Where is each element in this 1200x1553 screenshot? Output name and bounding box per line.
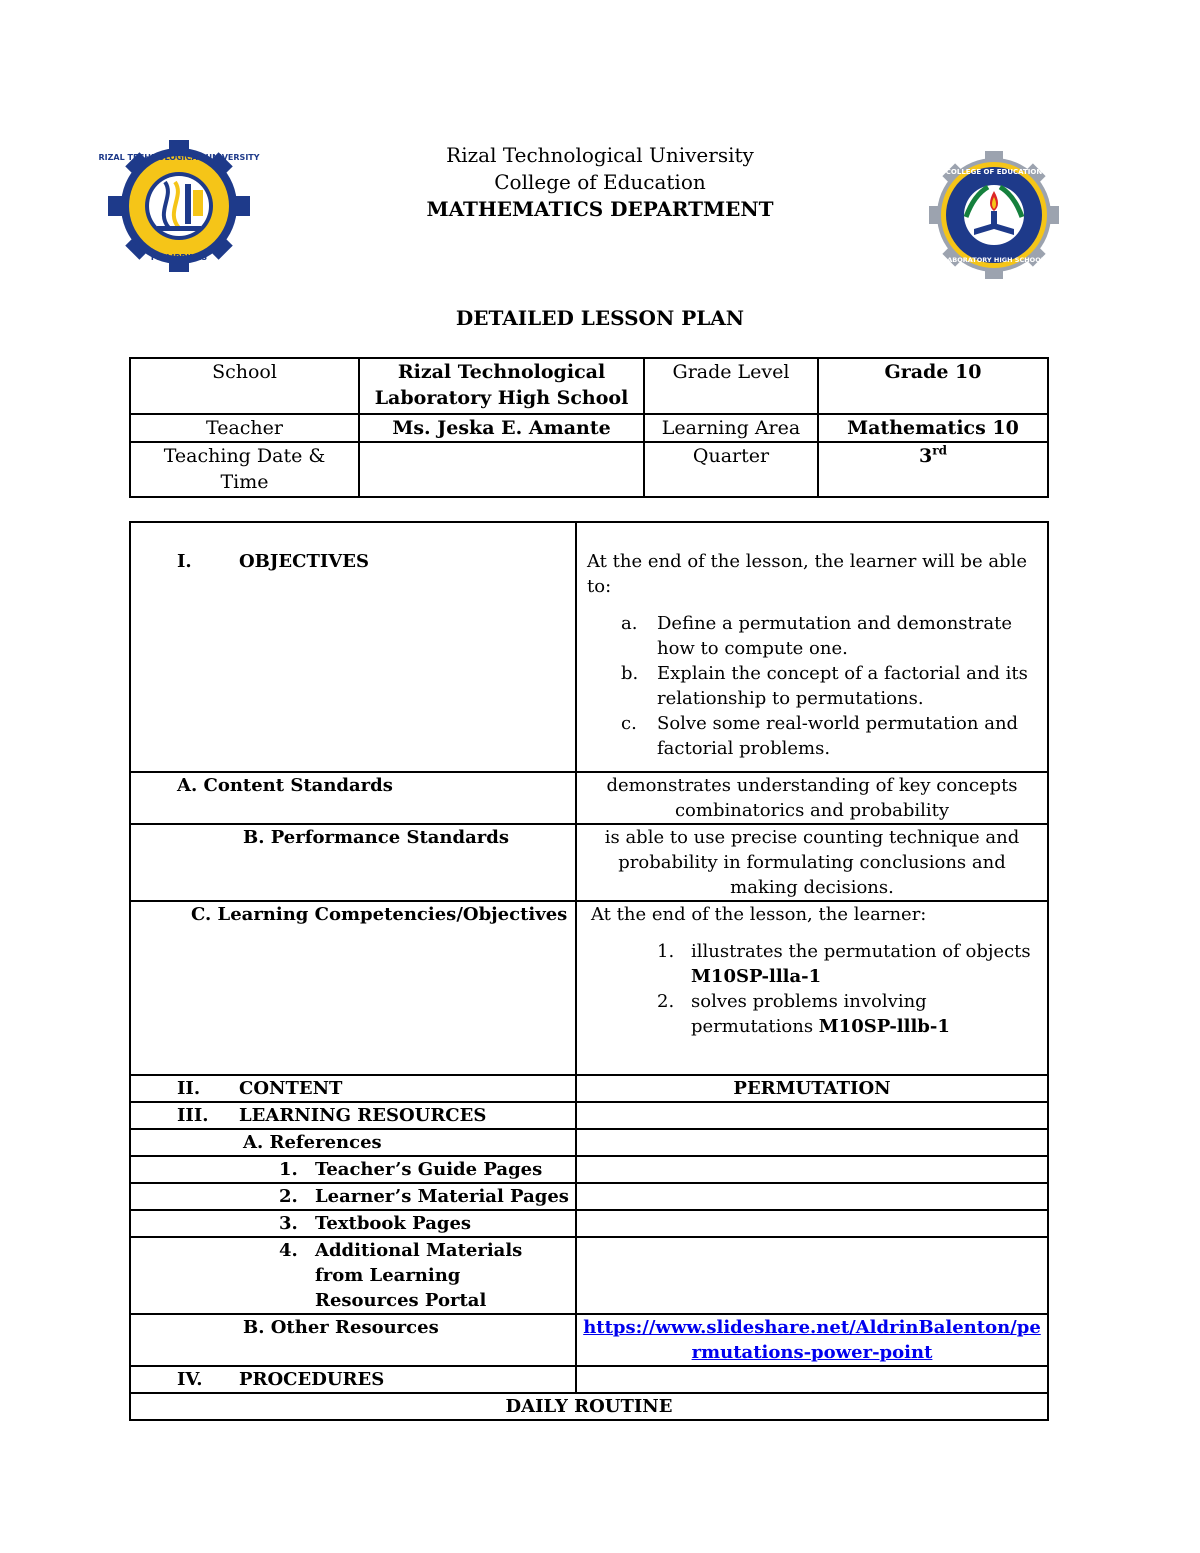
list-marker: b.	[621, 663, 639, 684]
reference-label-cell	[130, 1156, 576, 1183]
info-row-date	[130, 442, 1048, 497]
reference-row	[130, 1237, 1048, 1314]
competencies-row	[130, 901, 1048, 1075]
logo-left-text-top: RIZAL TECHNOLOGICAL UNIVERSITY	[98, 153, 260, 162]
info-row-teacher	[130, 414, 1048, 442]
learning-area-value: Mathematics 10	[818, 414, 1048, 442]
resources-number: III.	[177, 1105, 209, 1126]
reference-label-cell	[130, 1210, 576, 1237]
competencies-list	[591, 939, 1041, 1039]
reference-number: 1.	[279, 1159, 298, 1180]
procedures-label-cell	[130, 1366, 576, 1393]
objectives-content-cell	[576, 522, 1048, 772]
list-item-text: Solve some real-world permutation and factorial problems.	[657, 713, 1019, 759]
daily-routine-heading: DAILY ROUTINE	[130, 1393, 1048, 1420]
quarter-number: 3	[919, 445, 933, 467]
plan-title: DETAILED LESSON PLAN	[455, 306, 745, 330]
grade-level-value: Grade 10	[818, 358, 1048, 414]
list-marker: 1.	[657, 941, 675, 962]
learning-resources-row	[130, 1102, 1048, 1129]
logo-left-text-bottom: PHILIPPINES	[150, 253, 208, 262]
competency-code: M10SP-lllb-1	[818, 1016, 950, 1037]
performance-standards-row	[130, 824, 1048, 901]
list-item-text: illustrates the permutation of objects	[691, 941, 1031, 962]
content-number: II.	[177, 1078, 201, 1099]
reference-value	[576, 1183, 1048, 1210]
list-item	[591, 989, 1041, 1039]
teacher-label: Teacher	[130, 414, 359, 442]
school-label: School	[130, 358, 359, 414]
competency-code: M10SP-llla-1	[691, 966, 822, 987]
content-standards-label: A. Content Standards	[130, 772, 576, 824]
objectives-row	[130, 522, 1048, 772]
college-name: College of Education	[494, 170, 706, 194]
teaching-date-value	[359, 442, 644, 497]
reference-value	[576, 1210, 1048, 1237]
reference-number: 2.	[279, 1186, 298, 1207]
university-name: Rizal Technological University	[446, 143, 754, 167]
list-marker: c.	[621, 713, 637, 734]
content-standards-row	[130, 772, 1048, 824]
objectives-number: I.	[177, 551, 192, 572]
quarter-suffix: rd	[932, 443, 947, 458]
rtu-seal-logo	[98, 140, 260, 272]
performance-standards-label: B. Performance Standards	[130, 824, 576, 901]
reference-value	[576, 1237, 1048, 1314]
procedures-number: IV.	[177, 1369, 203, 1390]
references-value	[576, 1129, 1048, 1156]
reference-label: Learner’s Material Pages	[315, 1186, 569, 1207]
learning-resources-label-cell	[130, 1102, 576, 1129]
other-resources-link[interactable]: https://www.slideshare.net/AldrinBalenton/permutations-power-point	[583, 1317, 1041, 1363]
content-label: CONTENT	[239, 1078, 343, 1099]
grade-level-label: Grade Level	[644, 358, 818, 414]
objectives-label: OBJECTIVES	[239, 551, 369, 572]
reference-row	[130, 1156, 1048, 1183]
learning-area-label: Learning Area	[644, 414, 818, 442]
reference-label-cell	[130, 1237, 576, 1314]
list-item	[587, 661, 1041, 711]
info-table	[129, 357, 1049, 498]
reference-row	[130, 1210, 1048, 1237]
college-education-logo	[928, 150, 1060, 280]
list-item	[591, 939, 1041, 989]
daily-routine-row	[130, 1393, 1048, 1420]
other-resources-row	[130, 1314, 1048, 1366]
competencies-label: C. Learning Competencies/Objectives	[130, 901, 576, 1075]
school-value: Rizal Technological Laboratory High School	[359, 358, 644, 414]
procedures-value	[576, 1366, 1048, 1393]
references-row	[130, 1129, 1048, 1156]
reference-number: 4.	[279, 1240, 298, 1261]
list-marker: a.	[621, 613, 638, 634]
teaching-date-label: Teaching Date & Time	[130, 442, 359, 497]
reference-row	[130, 1183, 1048, 1210]
teacher-value: Ms. Jeska E. Amante	[359, 414, 644, 442]
reference-value	[576, 1156, 1048, 1183]
list-marker: 2.	[657, 991, 675, 1012]
objectives-list	[587, 611, 1041, 761]
resources-label: LEARNING RESOURCES	[239, 1105, 487, 1126]
letterhead	[300, 142, 900, 223]
learning-resources-value	[576, 1102, 1048, 1129]
reference-number: 3.	[279, 1213, 298, 1234]
department-name: MATHEMATICS DEPARTMENT	[426, 197, 774, 221]
objectives-label-cell	[130, 522, 576, 772]
other-resources-label: B. Other Resources	[130, 1314, 576, 1366]
info-row-school	[130, 358, 1048, 414]
list-item	[587, 611, 1041, 661]
reference-label-cell	[130, 1183, 576, 1210]
reference-label: Additional Materials from Learning Resources Portal	[315, 1240, 523, 1311]
logo-right-text-bottom: LABORATORY HIGH SCHOOL	[943, 256, 1045, 264]
list-item-text: Define a permutation and demonstrate how to compute one.	[657, 613, 1012, 659]
lesson-table	[129, 521, 1049, 1421]
objectives-intro: At the end of the lesson, the learner will be able to:	[587, 551, 1027, 597]
content-label-cell	[130, 1075, 576, 1102]
quarter-label: Quarter	[644, 442, 818, 497]
competencies-intro: At the end of the lesson, the learner:	[591, 904, 927, 925]
competencies-content-cell	[576, 901, 1048, 1075]
procedures-label: PROCEDURES	[239, 1369, 385, 1390]
list-item-text: Explain the concept of a factorial and its relationship to permutations.	[657, 663, 1028, 709]
reference-label: Textbook Pages	[315, 1213, 472, 1234]
list-item-text: solves problems involving permutations	[691, 991, 927, 1037]
other-resources-cell	[576, 1314, 1048, 1366]
references-label: A. References	[130, 1129, 576, 1156]
content-standards-value: demonstrates understanding of key concepts combinatorics and probability	[576, 772, 1048, 824]
procedures-row	[130, 1366, 1048, 1393]
quarter-value	[818, 442, 1048, 497]
content-value: PERMUTATION	[576, 1075, 1048, 1102]
list-item	[587, 711, 1041, 761]
reference-label: Teacher’s Guide Pages	[315, 1159, 543, 1180]
performance-standards-value: is able to use precise counting technique and probability in formulating conclusions and making decisions.	[576, 824, 1048, 901]
logo-right-text-top: COLLEGE OF EDUCATION	[945, 168, 1043, 176]
content-row	[130, 1075, 1048, 1102]
